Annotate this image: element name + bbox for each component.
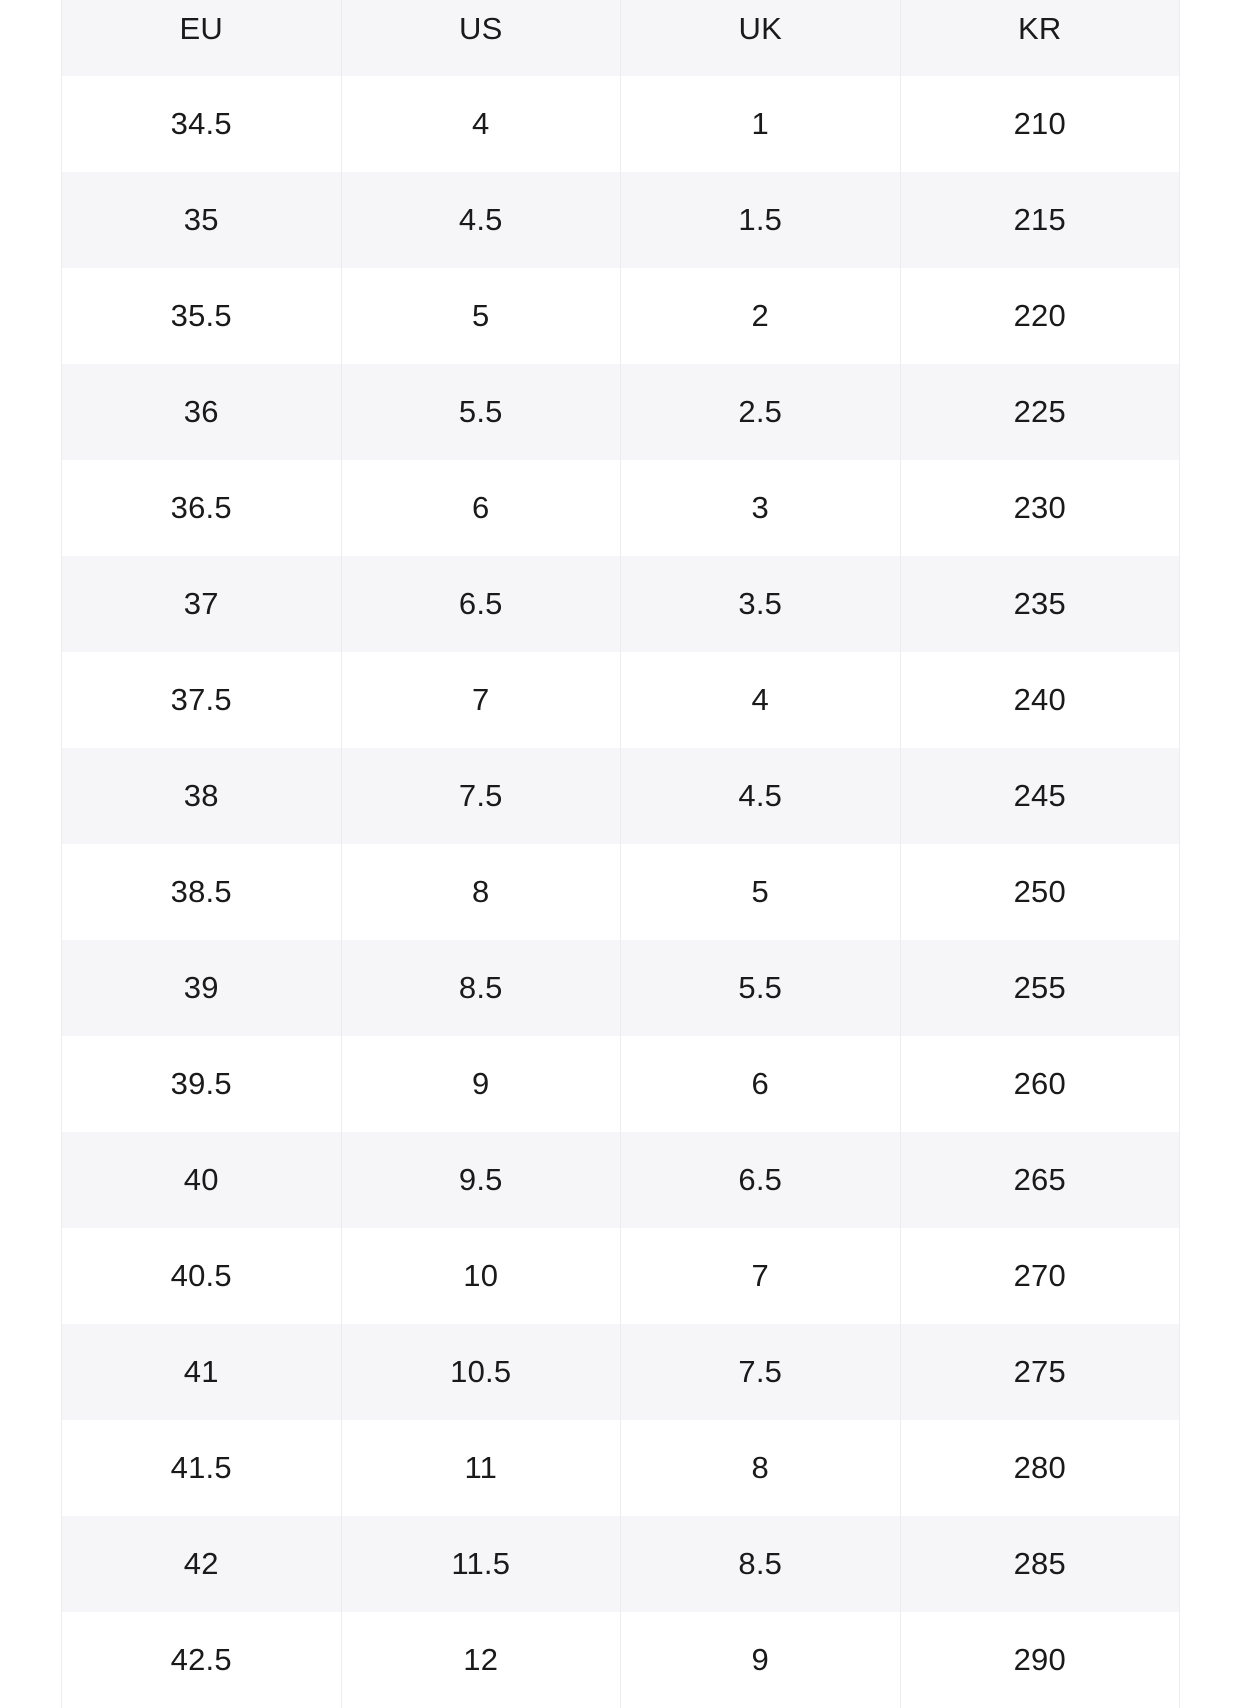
size-cell-eu: 40.5 [62,1228,342,1324]
size-cell-uk: 1 [621,76,901,172]
table-row [62,1420,1180,1516]
header-eu: EU [62,0,342,76]
size-cell-us: 8 [341,844,621,940]
size-cell-uk: 7 [621,1228,901,1324]
table-row [62,1036,1180,1132]
size-cell-kr: 270 [900,1228,1180,1324]
size-cell-uk: 6.5 [621,1132,901,1228]
size-cell-eu: 39 [62,940,342,1036]
size-cell-eu: 40 [62,1132,342,1228]
size-cell-kr: 290 [900,1612,1180,1708]
size-cell-eu: 36 [62,364,342,460]
size-cell-us: 6 [341,460,621,556]
size-cell-uk: 5 [621,844,901,940]
size-cell-us: 8.5 [341,940,621,1036]
size-cell-uk: 8.5 [621,1516,901,1612]
size-cell-eu: 35.5 [62,268,342,364]
size-cell-us: 7 [341,652,621,748]
size-cell-kr: 245 [900,748,1180,844]
size-cell-uk: 9 [621,1612,901,1708]
size-cell-eu: 42 [62,1516,342,1612]
size-cell-us: 5 [341,268,621,364]
size-chart-body [62,76,1180,1708]
size-cell-us: 7.5 [341,748,621,844]
table-row [62,172,1180,268]
size-cell-kr: 240 [900,652,1180,748]
size-cell-us: 4 [341,76,621,172]
size-cell-uk: 5.5 [621,940,901,1036]
size-cell-us: 4.5 [341,172,621,268]
size-cell-eu: 41.5 [62,1420,342,1516]
size-chart-table [61,0,1180,1708]
size-chart-header [62,0,1180,76]
size-cell-kr: 275 [900,1324,1180,1420]
size-cell-kr: 285 [900,1516,1180,1612]
size-cell-us: 11.5 [341,1516,621,1612]
header-row [62,0,1180,76]
size-cell-us: 10 [341,1228,621,1324]
table-row [62,1228,1180,1324]
table-row [62,940,1180,1036]
size-cell-us: 9 [341,1036,621,1132]
size-cell-uk: 3 [621,460,901,556]
size-cell-uk: 1.5 [621,172,901,268]
size-cell-eu: 37 [62,556,342,652]
size-cell-eu: 42.5 [62,1612,342,1708]
size-cell-kr: 215 [900,172,1180,268]
table-row [62,268,1180,364]
table-row [62,1516,1180,1612]
size-cell-uk: 4 [621,652,901,748]
header-kr: KR [900,0,1180,76]
table-row [62,364,1180,460]
size-cell-us: 11 [341,1420,621,1516]
size-cell-uk: 8 [621,1420,901,1516]
size-cell-eu: 34.5 [62,76,342,172]
size-cell-kr: 220 [900,268,1180,364]
size-cell-us: 12 [341,1612,621,1708]
size-cell-us: 9.5 [341,1132,621,1228]
size-cell-kr: 265 [900,1132,1180,1228]
header-us: US [341,0,621,76]
size-cell-us: 5.5 [341,364,621,460]
size-cell-kr: 255 [900,940,1180,1036]
size-cell-kr: 210 [900,76,1180,172]
size-cell-eu: 38 [62,748,342,844]
size-cell-kr: 250 [900,844,1180,940]
table-row [62,748,1180,844]
size-cell-uk: 3.5 [621,556,901,652]
size-cell-us: 6.5 [341,556,621,652]
size-cell-uk: 2 [621,268,901,364]
size-cell-uk: 4.5 [621,748,901,844]
size-cell-uk: 6 [621,1036,901,1132]
size-cell-uk: 7.5 [621,1324,901,1420]
size-cell-eu: 37.5 [62,652,342,748]
size-cell-eu: 36.5 [62,460,342,556]
table-row [62,652,1180,748]
size-cell-us: 10.5 [341,1324,621,1420]
header-uk: UK [621,0,901,76]
size-cell-uk: 2.5 [621,364,901,460]
size-cell-kr: 235 [900,556,1180,652]
table-row [62,460,1180,556]
table-row [62,844,1180,940]
size-cell-eu: 39.5 [62,1036,342,1132]
size-cell-kr: 230 [900,460,1180,556]
size-cell-eu: 38.5 [62,844,342,940]
table-row [62,1324,1180,1420]
size-cell-kr: 260 [900,1036,1180,1132]
table-row [62,76,1180,172]
table-row [62,1612,1180,1708]
size-cell-eu: 41 [62,1324,342,1420]
size-cell-eu: 35 [62,172,342,268]
size-cell-kr: 280 [900,1420,1180,1516]
table-row [62,1132,1180,1228]
table-row [62,556,1180,652]
size-cell-kr: 225 [900,364,1180,460]
